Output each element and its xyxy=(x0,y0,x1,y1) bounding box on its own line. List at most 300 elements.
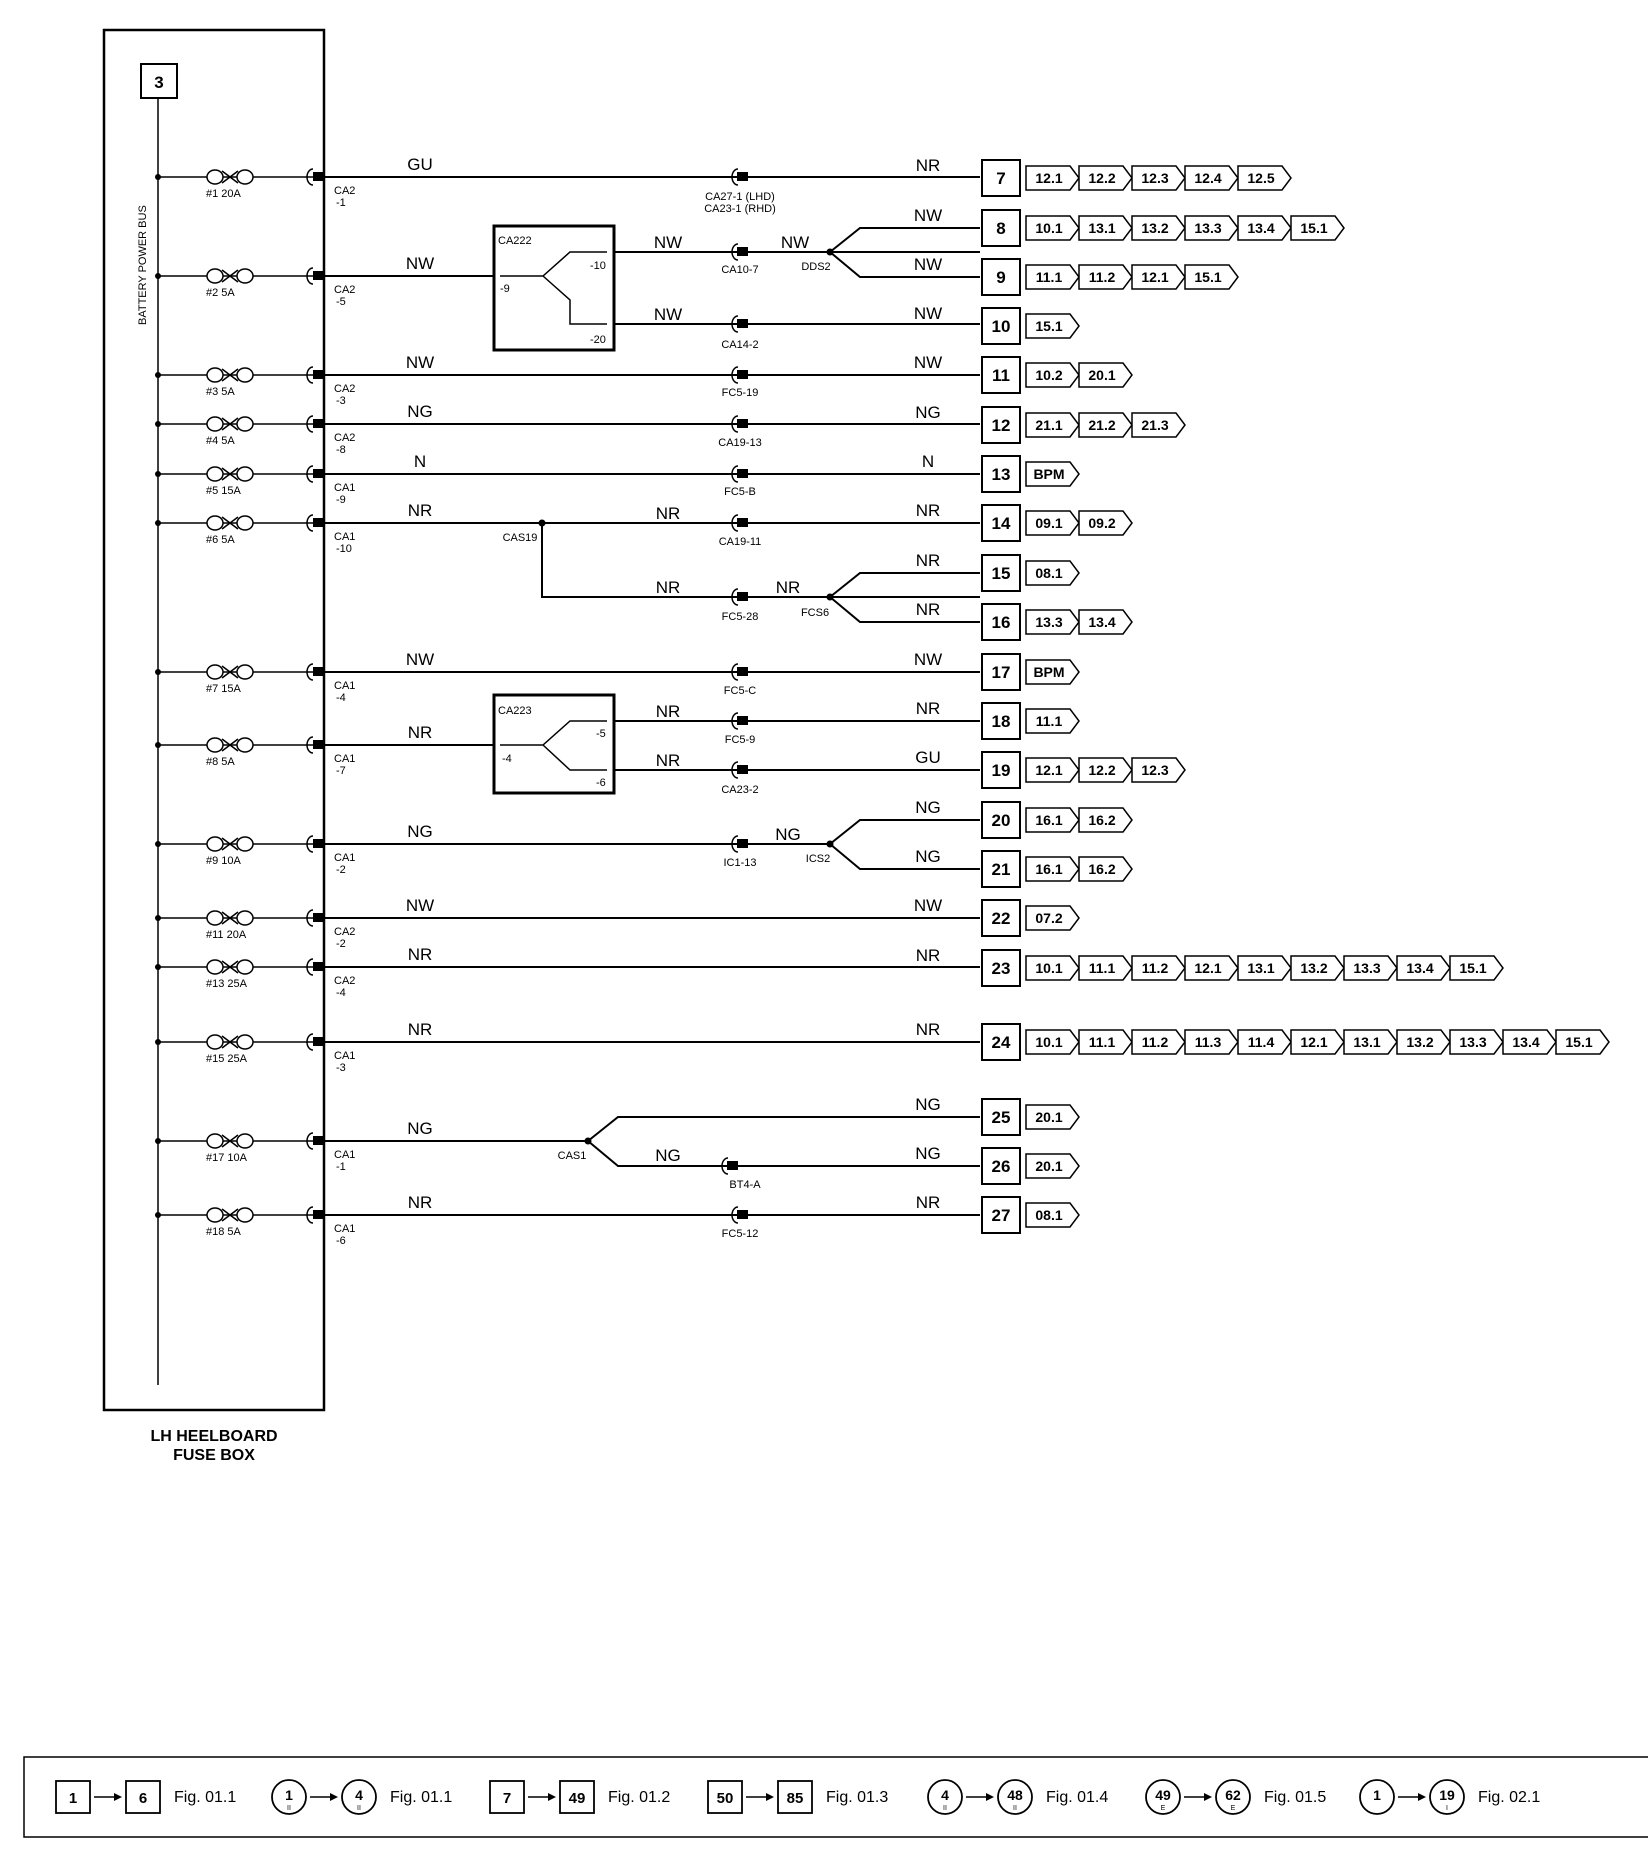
dynamic-wiring xyxy=(155,155,1609,1247)
legend-sub: II xyxy=(943,1805,947,1812)
fuse-end-left xyxy=(207,960,223,974)
inline-connector xyxy=(737,667,748,676)
terminal-wire-color: NR xyxy=(915,551,941,570)
connector-pin xyxy=(313,962,325,971)
inline-connector-label: CA10-7 xyxy=(721,264,759,276)
legend-fig: Fig. 01.2 xyxy=(608,1789,671,1806)
fuse-end-right xyxy=(237,1035,253,1049)
connector-pin-label: -3 xyxy=(336,1062,346,1074)
terminal-wire-color: NR xyxy=(915,699,941,718)
wire-color-label: NG xyxy=(407,1119,433,1138)
wire-color-label: NR xyxy=(775,578,801,597)
connector-pin xyxy=(313,518,325,527)
connector-label: CA2 xyxy=(334,432,356,444)
output-terminal-number: 13 xyxy=(991,465,1011,484)
terminal-wire-color: NR xyxy=(915,1193,941,1212)
module-ca223-in-pin: -4 xyxy=(502,753,512,765)
fuse-label: #1 20A xyxy=(206,188,241,200)
ref-tag-label: 10.2 xyxy=(1035,367,1063,383)
output-terminal-number: 24 xyxy=(991,1033,1011,1052)
splice-dot xyxy=(827,841,834,848)
fuse-symbol xyxy=(207,665,253,679)
fuse-end-right xyxy=(237,1208,253,1222)
module-ca223-out-pin-1: -5 xyxy=(596,728,606,740)
splice-label: CAS19 xyxy=(502,532,538,544)
connector-pin-label: -8 xyxy=(336,444,346,456)
ref-tag-label: 13.1 xyxy=(1247,960,1275,976)
wire-color-label: NR xyxy=(655,504,681,523)
splice-dot xyxy=(585,1138,592,1145)
legend-arrowhead xyxy=(114,1793,122,1801)
bus-junction-dot xyxy=(155,273,161,279)
connector-pin-label: -3 xyxy=(336,395,346,407)
fuse-symbol xyxy=(207,1134,253,1148)
wire-color-label: NR xyxy=(655,702,681,721)
fuse-label: #7 15A xyxy=(206,683,241,695)
bus-junction-dot xyxy=(155,372,161,378)
bus-label: BATTERY POWER BUS xyxy=(137,205,149,325)
ref-tag-label: 15.1 xyxy=(1459,960,1487,976)
ref-tag-label: 12.5 xyxy=(1247,170,1275,186)
connector-pin xyxy=(313,469,325,478)
bus-junction-dot xyxy=(155,841,161,847)
ref-tag-label: 10.1 xyxy=(1035,960,1063,976)
output-terminal-number: 15 xyxy=(991,564,1011,583)
connector-label: CA1 xyxy=(334,680,356,692)
ref-tag-label: 13.3 xyxy=(1035,614,1063,630)
output-terminal-number: 17 xyxy=(991,663,1011,682)
inline-connector-label: CA23-1 (RHD) xyxy=(704,203,776,215)
inline-connector-label: CA27-1 (LHD) xyxy=(705,191,775,203)
fuse-end-left xyxy=(207,1208,223,1222)
inline-connector xyxy=(737,247,748,256)
bus-junction-dot xyxy=(155,915,161,921)
fuse-label: #15 25A xyxy=(206,1053,247,1065)
ref-tag-label: 11.1 xyxy=(1035,269,1063,285)
fuse-end-left xyxy=(207,738,223,752)
fuse-label: #13 25A xyxy=(206,978,247,990)
ref-tag-label: 21.3 xyxy=(1141,417,1169,433)
legend-fig: Fig. 01.1 xyxy=(174,1789,237,1806)
inline-connector xyxy=(737,370,748,379)
inline-connector xyxy=(737,1210,748,1219)
splice-dot xyxy=(827,594,834,601)
wire-color-label: NW xyxy=(405,896,435,915)
connector-label: CA2 xyxy=(334,383,356,395)
fuse-end-left xyxy=(207,368,223,382)
fuse-end-right xyxy=(237,417,253,431)
output-terminal-number: 25 xyxy=(991,1108,1011,1127)
ref-tag-label: 10.1 xyxy=(1035,1034,1063,1050)
terminal-wire-color: NR xyxy=(915,946,941,965)
fuse-symbol xyxy=(207,837,253,851)
terminal-wire-color: NW xyxy=(913,650,943,669)
inline-connector xyxy=(737,419,748,428)
connector-pin xyxy=(313,1136,325,1145)
connector-pin-label: -1 xyxy=(336,197,346,209)
wire-color-label: NW xyxy=(653,233,683,252)
inline-connector xyxy=(737,592,748,601)
inline-connector-label: FC5-12 xyxy=(721,1228,759,1240)
ref-tag-label: 12.2 xyxy=(1088,762,1116,778)
inline-connector-label: FC5-B xyxy=(724,486,756,498)
connector-label: CA1 xyxy=(334,1149,356,1161)
legend-number: 49 xyxy=(1155,1787,1171,1803)
ref-tag-label: 13.1 xyxy=(1353,1034,1381,1050)
legend-fig: Fig. 01.3 xyxy=(826,1789,889,1806)
wire-color-label: NW xyxy=(780,233,810,252)
output-terminal-number: 10 xyxy=(991,317,1011,336)
ref-tag-label: 13.1 xyxy=(1088,220,1116,236)
ref-tag-label: 20.1 xyxy=(1035,1158,1063,1174)
splice-label: DDS2 xyxy=(801,261,831,273)
legend xyxy=(56,1780,1540,1814)
connector-label: CA1 xyxy=(334,1050,356,1062)
ref-tag-label: 12.4 xyxy=(1194,170,1222,186)
fuse-symbol xyxy=(207,269,253,283)
legend-fig: Fig. 02.1 xyxy=(1478,1789,1541,1806)
wire-color-label: NW xyxy=(653,305,683,324)
fuse-box-title-2: FUSE BOX xyxy=(173,1447,255,1464)
inline-connector-label: CA14-2 xyxy=(721,339,759,351)
inline-connector xyxy=(737,839,748,848)
splice-dot xyxy=(827,249,834,256)
legend-arrowhead xyxy=(330,1793,338,1801)
fuse-symbol xyxy=(207,516,253,530)
splice-label: CAS1 xyxy=(557,1150,587,1162)
fuse-end-right xyxy=(237,665,253,679)
terminal-wire-color: NW xyxy=(913,304,943,323)
fuse-symbol xyxy=(207,368,253,382)
inline-connector xyxy=(737,469,748,478)
fuse-label: #17 10A xyxy=(206,1152,247,1164)
ref-tag-label: 15.1 xyxy=(1035,318,1063,334)
connector-pin xyxy=(313,913,325,922)
bus-junction-dot xyxy=(155,471,161,477)
output-terminal-number: 11 xyxy=(992,366,1010,385)
ref-tag-label: 08.1 xyxy=(1035,1207,1063,1223)
legend-number: 85 xyxy=(786,1790,804,1807)
output-terminal-number: 21 xyxy=(991,860,1011,879)
fuse-end-right xyxy=(237,170,253,184)
ref-tag-label: 11.1 xyxy=(1088,1034,1116,1050)
terminal-wire-color: NR xyxy=(915,501,941,520)
ref-tag-label: 16.1 xyxy=(1035,812,1063,828)
legend-sub: II xyxy=(287,1805,291,1812)
ref-tag-label: 11.2 xyxy=(1141,1034,1169,1050)
ref-tag-label: 12.3 xyxy=(1141,170,1169,186)
legend-fig: Fig. 01.1 xyxy=(390,1789,453,1806)
inline-connector-label: CA23-2 xyxy=(721,784,759,796)
fuse-end-left xyxy=(207,417,223,431)
fuse-symbol xyxy=(207,467,253,481)
fuse-label: #9 10A xyxy=(206,855,241,867)
legend-sub: II xyxy=(1013,1805,1017,1812)
output-terminal-number: 7 xyxy=(996,169,1006,188)
terminal-wire-color: N xyxy=(921,452,935,471)
connector-pin xyxy=(313,1037,325,1046)
inline-connector xyxy=(737,716,748,725)
fuse-end-right xyxy=(237,1134,253,1148)
ref-tag-label: 15.1 xyxy=(1565,1034,1593,1050)
terminal-wire-color: NW xyxy=(913,896,943,915)
fuse-symbol xyxy=(207,1208,253,1222)
module-ca222-out-pin-1: -10 xyxy=(590,260,606,272)
legend-number: 6 xyxy=(138,1790,148,1807)
fuse-label: #6 5A xyxy=(206,534,235,546)
fuse-end-right xyxy=(237,467,253,481)
fuse-end-right xyxy=(237,960,253,974)
connector-pin-label: -9 xyxy=(336,494,346,506)
bus-junction-dot xyxy=(155,421,161,427)
connector-pin-label: -6 xyxy=(336,1235,346,1247)
ref-tag-label: 16.2 xyxy=(1088,812,1116,828)
legend-number: 4 xyxy=(355,1787,363,1803)
inline-connector-label: FC5-C xyxy=(723,685,757,697)
bus-junction-dot xyxy=(155,174,161,180)
ref-tag-label: 12.3 xyxy=(1141,762,1169,778)
wire-color-label: GU xyxy=(407,155,433,174)
terminal-wire-color: GU xyxy=(915,748,941,767)
ref-tag-label: 12.2 xyxy=(1088,170,1116,186)
terminal-wire-color: NR xyxy=(915,1020,941,1039)
connector-pin-label: -10 xyxy=(336,543,352,555)
inline-connector-label: FC5-19 xyxy=(721,387,759,399)
wire-color-label: NR xyxy=(407,1020,433,1039)
legend-sub: I xyxy=(1446,1805,1448,1812)
inline-connector-label: CA19-11 xyxy=(718,536,762,548)
terminal-wire-color: NR xyxy=(915,600,941,619)
fuse-symbol xyxy=(207,960,253,974)
fuse-end-left xyxy=(207,1134,223,1148)
fuse-symbol xyxy=(207,170,253,184)
connector-label: CA1 xyxy=(334,753,356,765)
wire-color-label: NW xyxy=(405,353,435,372)
static-wiring xyxy=(494,226,614,793)
connector-pin xyxy=(313,839,325,848)
legend-number: 48 xyxy=(1007,1787,1023,1803)
ref-tag-label: 13.3 xyxy=(1459,1034,1487,1050)
connector-pin-label: -1 xyxy=(336,1161,346,1173)
connector-label: CA2 xyxy=(334,185,356,197)
bus-junction-dot xyxy=(155,742,161,748)
fuse-box-title: LH HEELBOARD xyxy=(150,1428,278,1445)
output-terminal-number: 9 xyxy=(996,268,1006,287)
legend-fig: Fig. 01.4 xyxy=(1046,1789,1109,1806)
fuse-end-right xyxy=(237,269,253,283)
output-terminal-number: 20 xyxy=(991,811,1011,830)
connector-pin xyxy=(313,667,325,676)
ref-tag-label: 09.2 xyxy=(1088,515,1116,531)
legend-number: 7 xyxy=(502,1790,512,1807)
ref-tag-label: 07.2 xyxy=(1035,910,1063,926)
splice-label: ICS2 xyxy=(805,853,831,865)
output-terminal-number: 19 xyxy=(991,761,1011,780)
wire-color-label: NW xyxy=(405,650,435,669)
output-terminal-number: 14 xyxy=(991,514,1011,533)
wire-color-label: NG xyxy=(407,402,433,421)
input-terminal-label: 3 xyxy=(154,73,164,92)
connector-pin xyxy=(313,740,325,749)
ref-tag-label: 13.2 xyxy=(1300,960,1328,976)
wire-color-label: NG xyxy=(655,1146,681,1165)
ref-tag-label: 20.1 xyxy=(1088,367,1116,383)
ref-tag-label: 13.4 xyxy=(1512,1034,1540,1050)
output-terminal-number: 18 xyxy=(991,712,1011,731)
wire xyxy=(325,523,980,622)
legend-arrowhead xyxy=(548,1793,556,1801)
fuse-end-left xyxy=(207,837,223,851)
inline-connector xyxy=(737,172,748,181)
fuse-symbol xyxy=(207,911,253,925)
fuse-label: #5 15A xyxy=(206,485,241,497)
ref-tag-label: BPM xyxy=(1033,664,1065,680)
ref-tag-label: 13.2 xyxy=(1406,1034,1434,1050)
ref-tag-label: 12.1 xyxy=(1035,762,1063,778)
legend-arrowhead xyxy=(986,1793,994,1801)
output-terminal-number: 27 xyxy=(991,1206,1011,1225)
output-terminal-number: 23 xyxy=(991,959,1011,978)
wire-color-label: NW xyxy=(405,254,435,273)
ref-tag-label: 12.1 xyxy=(1300,1034,1328,1050)
fuse-end-right xyxy=(237,368,253,382)
wire-color-label: NR xyxy=(407,501,433,520)
ref-tag-label: 15.1 xyxy=(1300,220,1328,236)
connector-label: CA2 xyxy=(334,284,356,296)
connector-pin-label: -2 xyxy=(336,938,346,950)
module-ca222-out-pin-2: -20 xyxy=(590,334,606,346)
inline-connector-label: FC5-28 xyxy=(721,611,759,623)
inline-connector xyxy=(737,765,748,774)
fuse-end-left xyxy=(207,269,223,283)
terminal-wire-color: NG xyxy=(915,847,941,866)
terminal-wire-color: NW xyxy=(913,353,943,372)
legend-number: 1 xyxy=(68,1790,78,1807)
ref-tag-label: 16.1 xyxy=(1035,861,1063,877)
fuse-label: #2 5A xyxy=(206,287,235,299)
module-ca222-in-pin: -9 xyxy=(500,283,510,295)
terminal-wire-color: NG xyxy=(915,798,941,817)
fuse-end-left xyxy=(207,516,223,530)
connector-pin xyxy=(313,370,325,379)
connector-pin xyxy=(313,172,325,181)
legend-number: 4 xyxy=(941,1787,949,1803)
connector-label: CA2 xyxy=(334,926,356,938)
legend-number: 1 xyxy=(1373,1787,1381,1803)
inline-connector xyxy=(727,1161,738,1170)
ref-tag-label: 12.1 xyxy=(1141,269,1169,285)
inline-connector-label: IC1-13 xyxy=(723,857,757,869)
bus-junction-dot xyxy=(155,520,161,526)
connector-label: CA1 xyxy=(334,482,356,494)
ref-tag-label: 21.2 xyxy=(1088,417,1116,433)
ref-tag-label: 21.1 xyxy=(1035,417,1063,433)
fuse-end-left xyxy=(207,665,223,679)
fuse-symbol xyxy=(207,738,253,752)
terminal-wire-color: NG xyxy=(915,1144,941,1163)
legend-fig: Fig. 01.5 xyxy=(1264,1789,1327,1806)
output-terminal-number: 16 xyxy=(991,613,1011,632)
legend-arrowhead xyxy=(1204,1793,1212,1801)
wire-color-label: NR xyxy=(407,1193,433,1212)
fuse-end-right xyxy=(237,516,253,530)
ref-tag-label: 11.1 xyxy=(1035,713,1063,729)
ref-tag-label: 11.1 xyxy=(1088,960,1116,976)
output-terminal-number: 26 xyxy=(991,1157,1011,1176)
legend-sub: II xyxy=(357,1805,361,1812)
terminal-wire-color: NR xyxy=(915,156,941,175)
connector-label: CA1 xyxy=(334,1223,356,1235)
ref-tag-label: 09.1 xyxy=(1035,515,1063,531)
ref-tag-label: 20.1 xyxy=(1035,1109,1063,1125)
fuse-label: #18 5A xyxy=(206,1226,241,1238)
connector-pin-label: -2 xyxy=(336,864,346,876)
fuse-end-right xyxy=(237,911,253,925)
terminal-wire-color: NG xyxy=(915,403,941,422)
legend-sub: E xyxy=(1230,1805,1236,1812)
terminal-wire-color: NW xyxy=(913,255,943,274)
fuse-label: #4 5A xyxy=(206,435,235,447)
inline-connector-label: BT4-A xyxy=(729,1179,761,1191)
ref-tag-label: 13.2 xyxy=(1141,220,1169,236)
module-ca223-label: CA223 xyxy=(498,705,532,717)
ref-tag-label: 11.4 xyxy=(1247,1034,1275,1050)
fuse-end-right xyxy=(237,738,253,752)
ref-tag-label: 15.1 xyxy=(1194,269,1222,285)
inline-connector xyxy=(737,518,748,527)
terminal-wire-color: NW xyxy=(913,206,943,225)
inline-connector-label: FC5-9 xyxy=(724,734,756,746)
ref-tag-label: 11.2 xyxy=(1088,269,1116,285)
legend-number: 1 xyxy=(285,1787,293,1803)
ref-tag-label: 13.4 xyxy=(1088,614,1116,630)
wire-color-label: NR xyxy=(655,751,681,770)
fuse-end-left xyxy=(207,467,223,481)
bus-junction-dot xyxy=(155,669,161,675)
ref-tag-label: BPM xyxy=(1033,466,1065,482)
connector-pin-label: -7 xyxy=(336,765,346,777)
bus-junction-dot xyxy=(155,964,161,970)
fuse-end-right xyxy=(237,837,253,851)
legend-number: 49 xyxy=(568,1790,586,1807)
bus-junction-dot xyxy=(155,1138,161,1144)
ref-tag-label: 10.1 xyxy=(1035,220,1063,236)
legend-number: 19 xyxy=(1439,1787,1455,1803)
inline-connector xyxy=(737,319,748,328)
connector-pin-label: -5 xyxy=(336,296,346,308)
wire-color-label: N xyxy=(413,452,427,471)
module-ca223-out-pin-2: -6 xyxy=(596,777,606,789)
ref-tag-label: 11.2 xyxy=(1141,960,1169,976)
legend-sub: E xyxy=(1160,1805,1166,1812)
ref-tag-label: 12.1 xyxy=(1194,960,1222,976)
output-terminal-number: 12 xyxy=(991,416,1011,435)
terminal-wire-color: NG xyxy=(915,1095,941,1114)
connector-pin-label: -4 xyxy=(336,987,346,999)
fuse-label: #3 5A xyxy=(206,386,235,398)
fuse-symbol xyxy=(207,417,253,431)
splice-label: FCS6 xyxy=(800,607,830,619)
splice-dot xyxy=(539,520,546,527)
legend-arrowhead xyxy=(1418,1793,1426,1801)
fuse-end-left xyxy=(207,1035,223,1049)
ref-tag-label: 12.1 xyxy=(1035,170,1063,186)
ref-tag-label: 08.1 xyxy=(1035,565,1063,581)
wire-color-label: NG xyxy=(407,822,433,841)
connector-pin xyxy=(313,419,325,428)
fuse-symbol xyxy=(207,1035,253,1049)
fuse-label: #8 5A xyxy=(206,756,235,768)
